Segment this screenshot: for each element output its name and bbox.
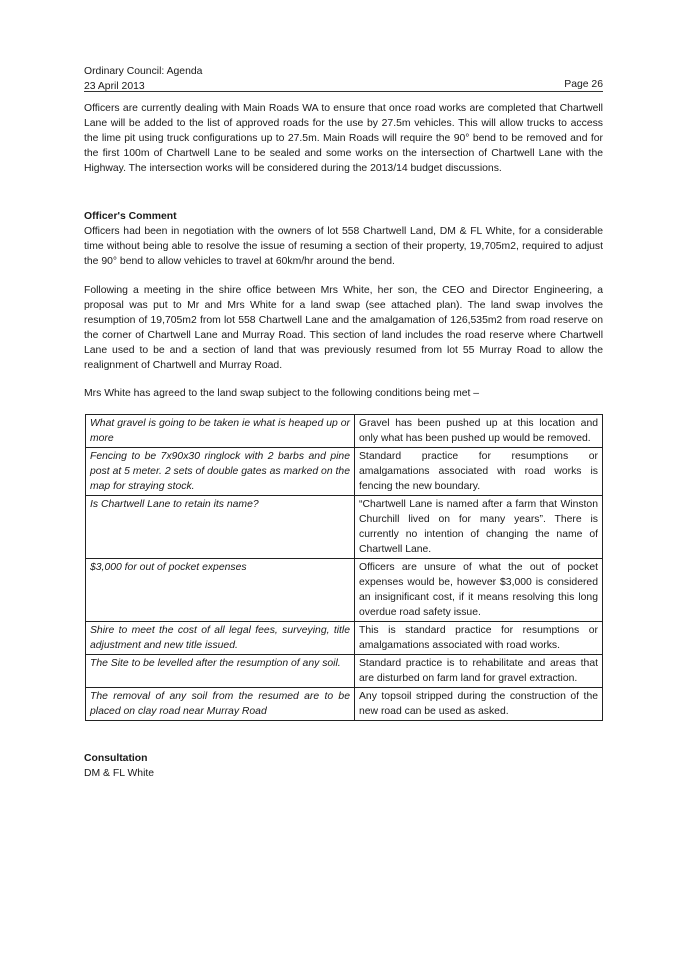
table-row [86,655,603,688]
table-row [86,688,603,721]
response-cell: “Chartwell Lane is named after a farm that Winston Churchill lived on for many years”. There is currently no intention of changing the name of Chartwell Lane. [355,496,603,559]
page-header [84,64,603,94]
response-cell: This is standard practice for resumptions or amalgamations associated with road works. [355,622,603,655]
agenda-title: Ordinary Council: Agenda [84,66,203,77]
table-row [86,622,603,655]
condition-cell: Is Chartwell Lane to retain its name? [86,496,355,559]
condition-cell: $3,000 for out of pocket expenses [86,559,355,622]
response-cell: Standard practice for resumptions or amalgamations associated with road works is fencing the new boundary. [355,448,603,496]
response-cell: Gravel has been pushed up at this location and only what has been pushed up would be removed. [355,415,603,448]
conditions-table [85,414,603,721]
consultation-heading: Consultation [84,753,148,764]
officers-comment-paragraph-1: Officers had been in negotiation with the owners of lot 558 Chartwell Land, DM & FL White, for a considerable time without being able to resolve the issue of resuming a section of their property, 19,705m2, required to adjust the 90° bend to allow vehicles to travel at 60km/hr around the bend. [84,226,603,267]
response-cell: Standard practice is to rehabilitate and areas that are disturbed on farm land for gravel extraction. [355,655,603,688]
page-number: Page 26 [564,79,603,90]
table-row [86,496,603,559]
conditions-intro: Mrs White has agreed to the land swap subject to the following conditions being met – [84,388,480,399]
consultation-text: DM & FL White [84,768,155,779]
table-row [86,448,603,496]
response-cell: Officers are unsure of what the out of pocket expenses would be, however $3,000 is considered an insignificant cost, if it means resolving this long overdue road safety issue. [355,559,603,622]
table-row [86,415,603,448]
response-cell: Any topsoil stripped during the construction of the new road can be used as asked. [355,688,603,721]
condition-cell: Fencing to be 7x90x30 ringlock with 2 barbs and pine post at 5 meter. 2 sets of double gates as marked on the map for straying stock. [86,448,355,496]
agenda-date: 23 April 2013 [84,81,145,92]
header-divider [84,91,603,92]
officers-comment-paragraph-2: Following a meeting in the shire office between Mrs White, her son, the CEO and Director Engineering, a proposal was put to Mr and Mrs White for a land swap (see attached plan). The land swap involves the resumption of 19,705m2 from lot 558 Chartwell Lane and the amalgamation of 126,535m2 from road reserve on the corner of Chartwell Lane and Murray Road. This section of land includes the road reserve where Chartwell Lane used to be and a section of land that was previously resumed from lot 55 Murray Road to allow the realignment of Chartwell and Murray Road. [84,285,603,371]
condition-cell: The removal of any soil from the resumed are to be placed on clay road near Murray Road [86,688,355,721]
condition-cell: What gravel is going to be taken ie what is heaped up or more [86,415,355,448]
condition-cell: The Site to be levelled after the resumption of any soil. [86,655,355,688]
intro-paragraph: Officers are currently dealing with Main Roads WA to ensure that once road works are completed that Chartwell Lane will be added to the list of approved roads for the use by 27.5m vehicles. This will allow trucks to access the lime pit using truck configurations up to 27.5m. Main Roads will require the 90° bend to be removed and for the first 100m of Chartwell Lane to be sealed and some works on the intersection of Chartwell Lane with the Highway. The intersection works will be considered during the 2013/14 budget discussions. [84,103,603,174]
condition-cell: Shire to meet the cost of all legal fees, surveying, title adjustment and new title issued. [86,622,355,655]
officers-comment-heading: Officer's Comment [84,211,177,222]
table-row [86,559,603,622]
